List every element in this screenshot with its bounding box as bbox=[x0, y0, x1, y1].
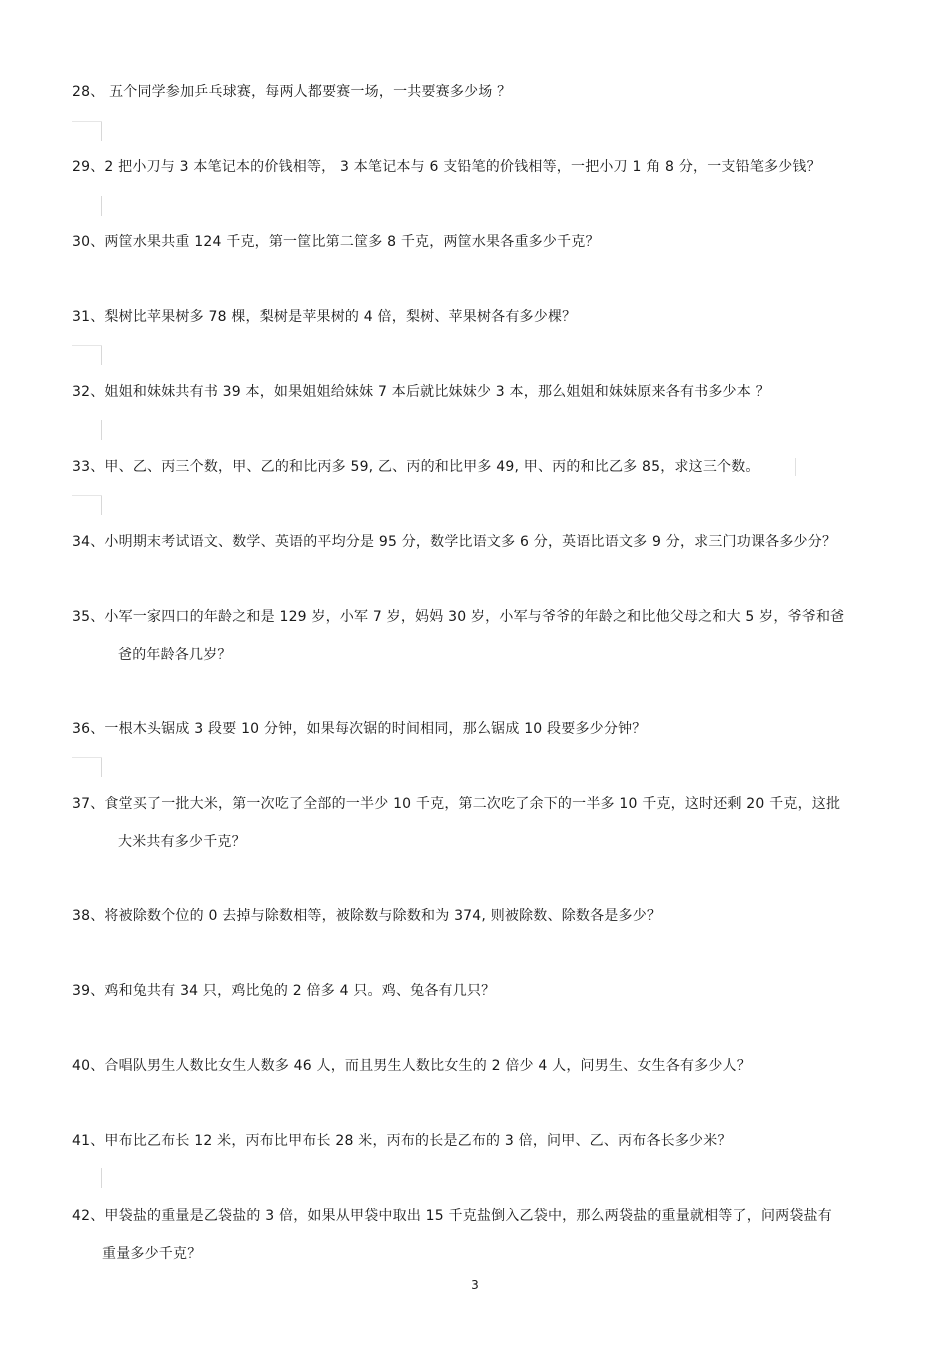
question-number: 41、 bbox=[72, 1133, 105, 1149]
question-text: 2 把小刀与 3 本笔记本的价钱相等， 3 本笔记本与 6 支铅笔的价钱相等，一把小刀 1 角 8 分，一支铅笔多少钱？ bbox=[104, 159, 821, 175]
answer-space-marker bbox=[101, 345, 102, 365]
answer-space-marker bbox=[101, 1168, 102, 1188]
line-end-marker bbox=[795, 458, 796, 476]
question-number: 32、 bbox=[72, 384, 105, 400]
answer-space-marker bbox=[101, 757, 102, 777]
question-31 bbox=[72, 308, 576, 326]
answer-space-marker bbox=[101, 420, 102, 440]
question-number: 31、 bbox=[72, 309, 105, 325]
question-29 bbox=[72, 158, 821, 176]
question-text: 姐姐和妹妹共有书 39 本，如果姐姐给妹妹 7 本后就比妹妹少 3 本，那么姐姐和妹妹原来各有书多少本 ？ bbox=[104, 384, 770, 400]
question-text: 食堂买了一批大米，第一次吃了全部的一半少 10 千克，第二次吃了余下的一半多 10 千克，这时还剩 20 千克，这批 bbox=[104, 796, 841, 812]
question-number: 37、 bbox=[72, 796, 105, 812]
question-text: 将被除数个位的 0 去掉与除数相等，被除数与除数和为 374, 则被除数、除数各是多少？ bbox=[104, 908, 662, 924]
question-37 bbox=[72, 795, 841, 850]
question-text: 鸡和兔共有 34 只，鸡比兔的 2 倍多 4 只。鸡、兔各有几只？ bbox=[104, 983, 496, 999]
question-number: 30、 bbox=[72, 234, 105, 250]
question-text: 小军一家四口的年龄之和是 129 岁，小军 7 岁，妈妈 30 岁，小军与爷爷的年龄之和比他父母之和大 5 岁，爷爷和爸 bbox=[104, 609, 845, 625]
question-number: 29、 bbox=[72, 159, 105, 175]
answer-space-marker bbox=[101, 495, 102, 515]
question-number: 34、 bbox=[72, 534, 105, 550]
question-number: 38、 bbox=[72, 908, 105, 924]
question-32 bbox=[72, 383, 770, 401]
question-number: 28、 bbox=[72, 84, 105, 100]
question-33 bbox=[72, 458, 760, 476]
question-text-continuation: 重量多少千克？ bbox=[102, 1246, 202, 1262]
answer-space-marker bbox=[101, 121, 102, 141]
question-40 bbox=[72, 1057, 751, 1075]
question-number: 36、 bbox=[72, 721, 105, 737]
page-number: 3 bbox=[471, 1278, 479, 1292]
question-34 bbox=[72, 533, 836, 551]
question-text: 甲袋盐的重量是乙袋盐的 3 倍，如果从甲袋中取出 15 千克盐倒入乙袋中，那么两袋盐的重量就相等了，问两袋盐有 bbox=[104, 1208, 832, 1224]
question-39 bbox=[72, 982, 495, 1000]
question-text: 五个同学参加乒乓球赛，每两人都要赛一场，一共要赛多少场 ？ bbox=[104, 84, 512, 100]
question-number: 42、 bbox=[72, 1208, 105, 1224]
question-28 bbox=[72, 83, 511, 101]
question-38 bbox=[72, 907, 661, 925]
question-text-continuation: 大米共有多少千克？ bbox=[118, 834, 246, 850]
question-41 bbox=[72, 1132, 732, 1150]
answer-space-marker bbox=[101, 196, 102, 216]
question-number: 33、 bbox=[72, 459, 105, 475]
question-42 bbox=[72, 1207, 832, 1262]
question-text: 梨树比苹果树多 78 棵，梨树是苹果树的 4 倍，梨树、苹果树各有多少棵？ bbox=[104, 309, 577, 325]
question-36 bbox=[72, 720, 646, 738]
question-text: 甲、乙、丙三个数，甲、乙的和比丙多 59, 乙、丙的和比甲多 49, 甲、丙的和比乙多 85，求这三个数。 bbox=[104, 459, 760, 475]
question-text-continuation: 爸的年龄各几岁？ bbox=[118, 647, 232, 663]
question-number: 39、 bbox=[72, 983, 105, 999]
question-30 bbox=[72, 233, 600, 251]
question-35 bbox=[72, 608, 845, 663]
question-text: 小明期末考试语文、数学、英语的平均分是 95 分，数学比语文多 6 分，英语比语文多 9 分，求三门功课各多少分？ bbox=[104, 534, 837, 550]
question-text: 甲布比乙布长 12 米，丙布比甲布长 28 米，丙布的长是乙布的 3 倍，问甲、乙、丙布各长多少米？ bbox=[104, 1133, 732, 1149]
question-text: 两筐水果共重 124 千克，第一筐比第二筐多 8 千克，两筐水果各重多少千克？ bbox=[104, 234, 600, 250]
question-text: 一根木头锯成 3 段要 10 分钟，如果每次锯的时间相同，那么锯成 10 段要多少分钟？ bbox=[104, 721, 647, 737]
question-text: 合唱队男生人数比女生人数多 46 人，而且男生人数比女生的 2 倍少 4 人，问男生、女生各有多少人？ bbox=[104, 1058, 751, 1074]
question-number: 35、 bbox=[72, 609, 105, 625]
question-number: 40、 bbox=[72, 1058, 105, 1074]
